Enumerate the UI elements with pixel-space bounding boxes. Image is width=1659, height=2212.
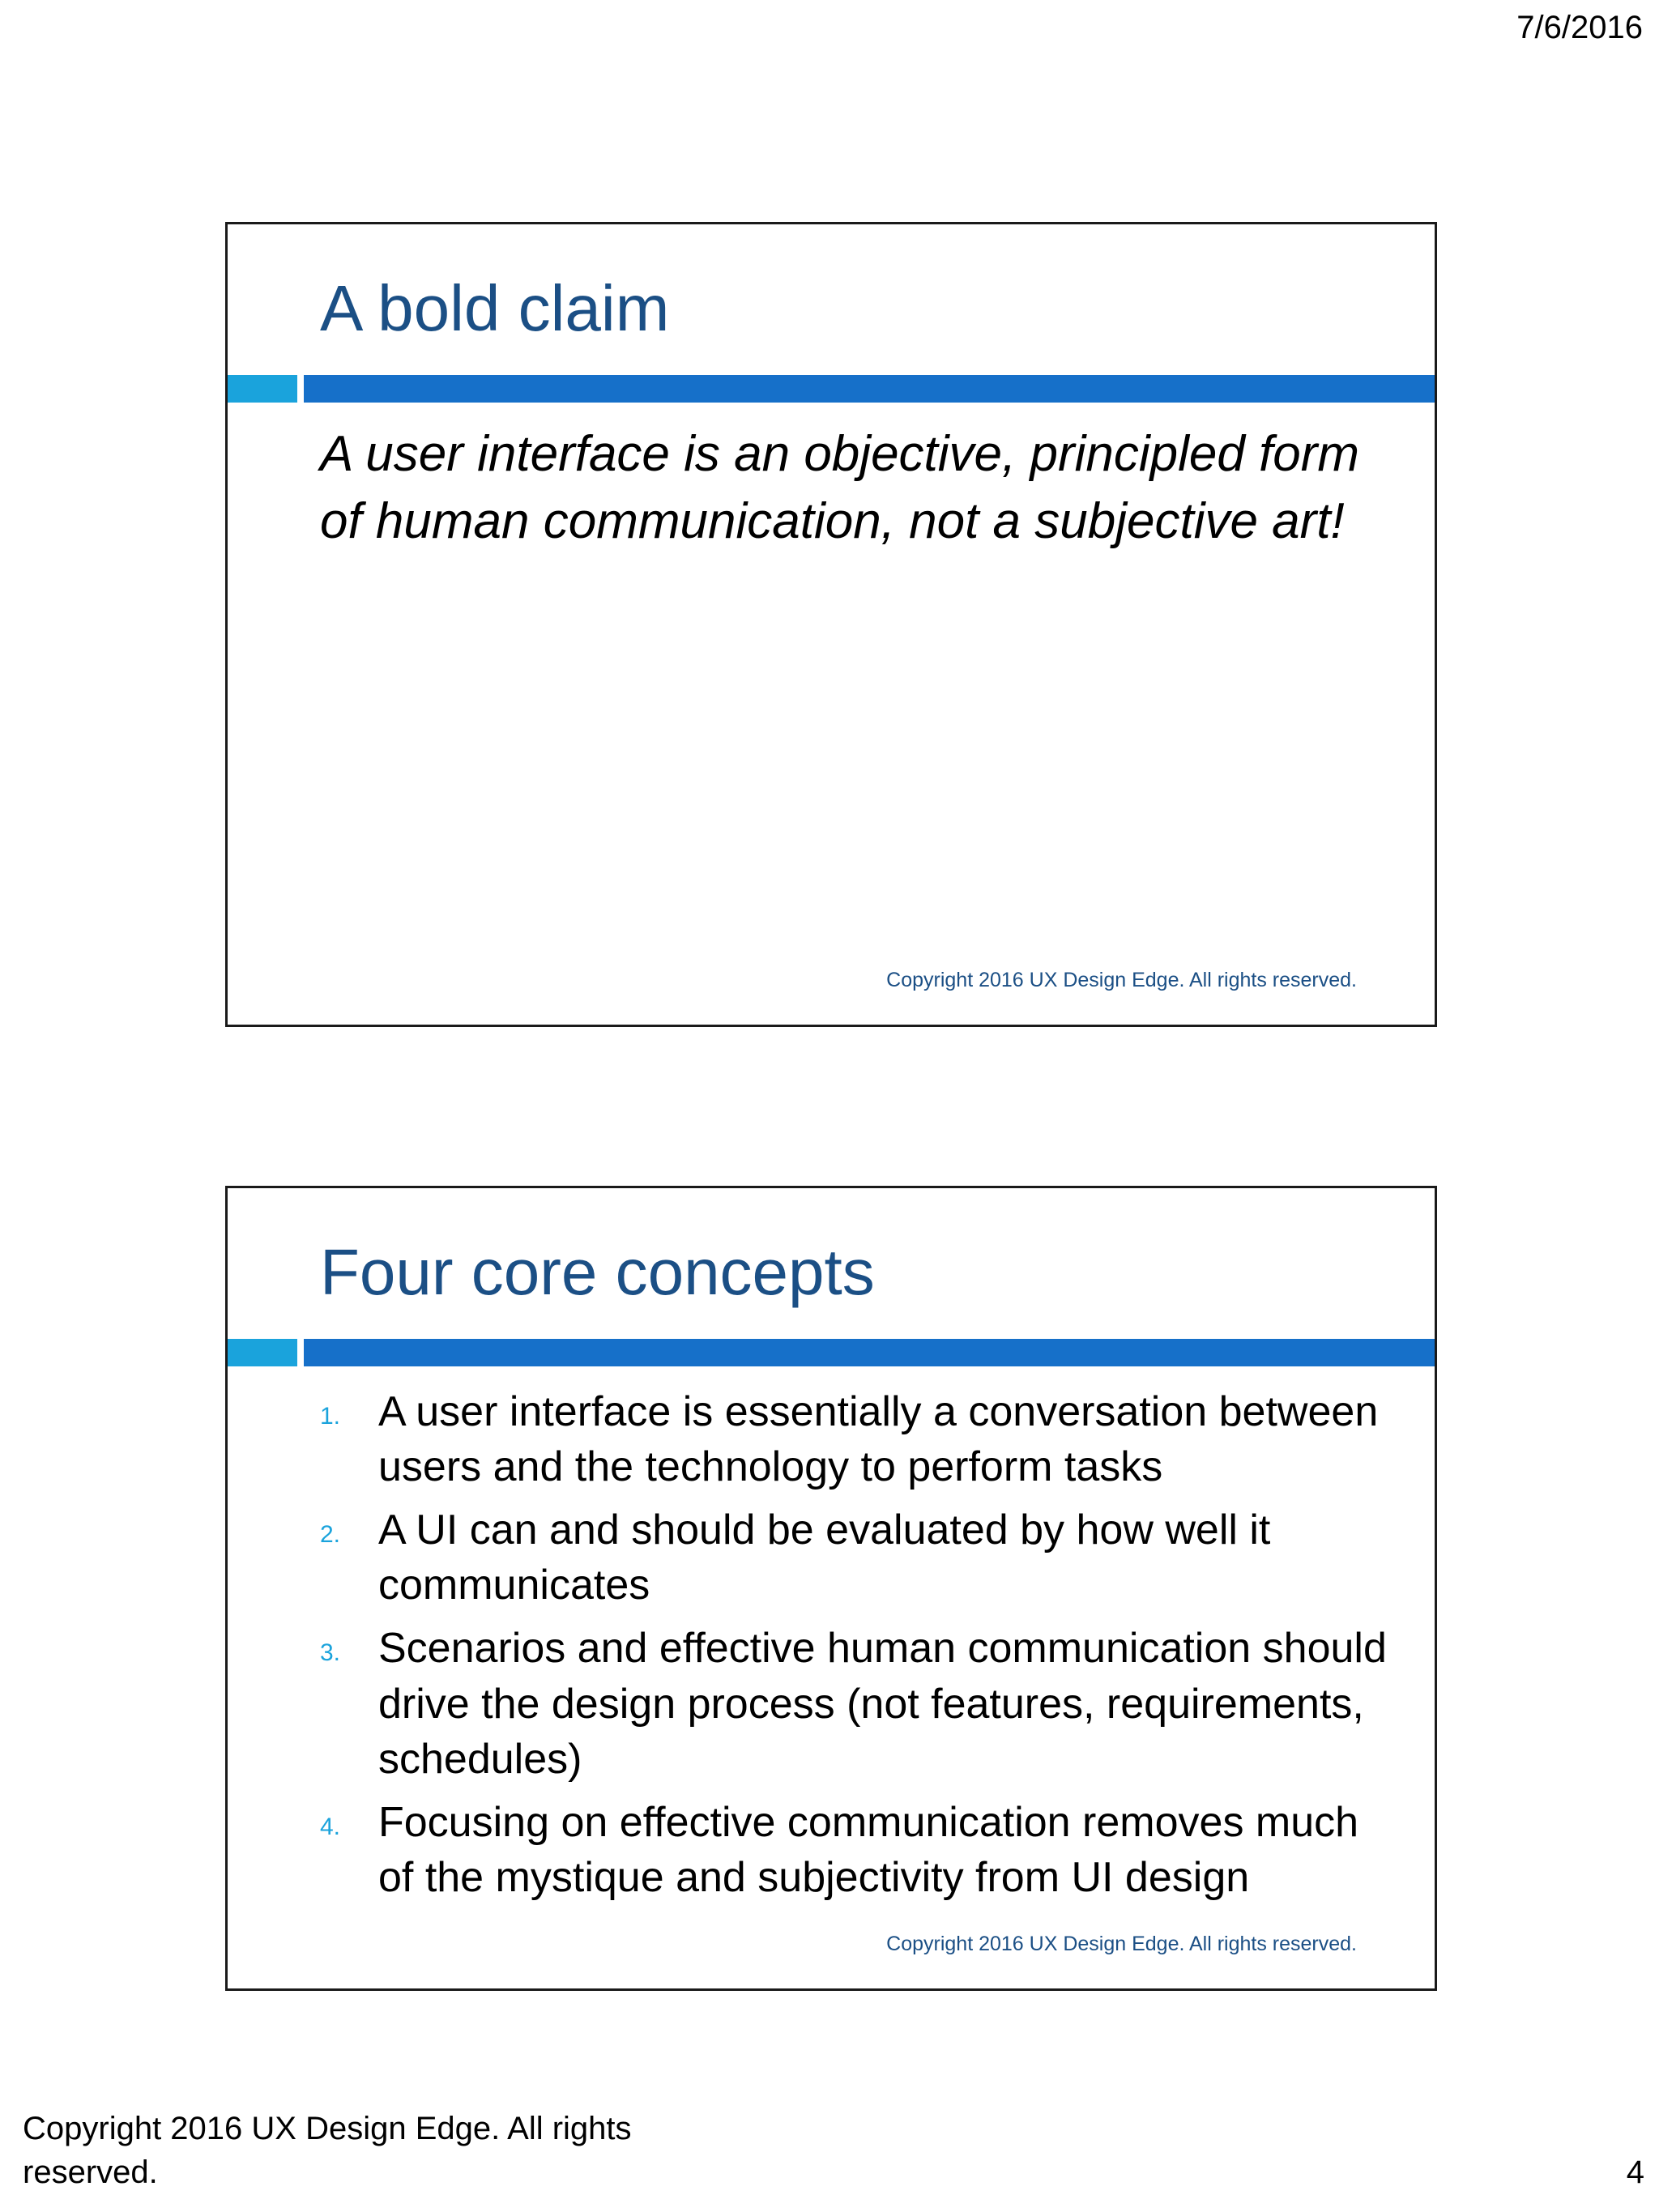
slide-title: A bold claim	[320, 272, 670, 344]
list-text: A UI can and should be evaluated by how well it communicates	[378, 1507, 1271, 1609]
page-number: 4	[1626, 2154, 1644, 2190]
list-item	[320, 1384, 1402, 1494]
list-item	[320, 1621, 1402, 1786]
accent-bar-small	[228, 1339, 297, 1366]
list-number: 1.	[320, 1403, 341, 1430]
concept-list	[320, 1384, 1402, 1913]
list-number: 4.	[320, 1813, 341, 1840]
slide-copyright: Copyright 2016 UX Design Edge. All rights reserved.	[886, 969, 1357, 991]
list-text: Focusing on effective communication removes much of the mystique and subjectivity from UI design	[378, 1798, 1359, 1901]
list-item	[320, 1795, 1402, 1905]
slide-four-core-concepts	[225, 1186, 1437, 1991]
page-date: 7/6/2016	[1516, 10, 1643, 45]
list-text: Scenarios and effective human communication should drive the design process (not features, requirements, schedules)	[378, 1625, 1387, 1783]
list-item	[320, 1502, 1402, 1613]
accent-bar-large	[304, 375, 1435, 403]
list-number: 3.	[320, 1639, 341, 1667]
list-number: 2.	[320, 1521, 341, 1549]
accent-bar-small	[228, 375, 297, 403]
slide-title: Four core concepts	[320, 1236, 875, 1308]
slide-copyright: Copyright 2016 UX Design Edge. All rights reserved.	[886, 1933, 1357, 1955]
accent-bar-large	[304, 1339, 1435, 1366]
slide-bold-claim	[225, 222, 1437, 1027]
claim-text: A user interface is an objective, principled form of human communication, not a subjective art!	[320, 426, 1360, 550]
footer-copyright: Copyright 2016 UX Design Edge. All rights reserved.	[23, 2111, 632, 2190]
list-text: A user interface is essentially a conversation between users and the technology to perform tasks	[378, 1388, 1379, 1491]
